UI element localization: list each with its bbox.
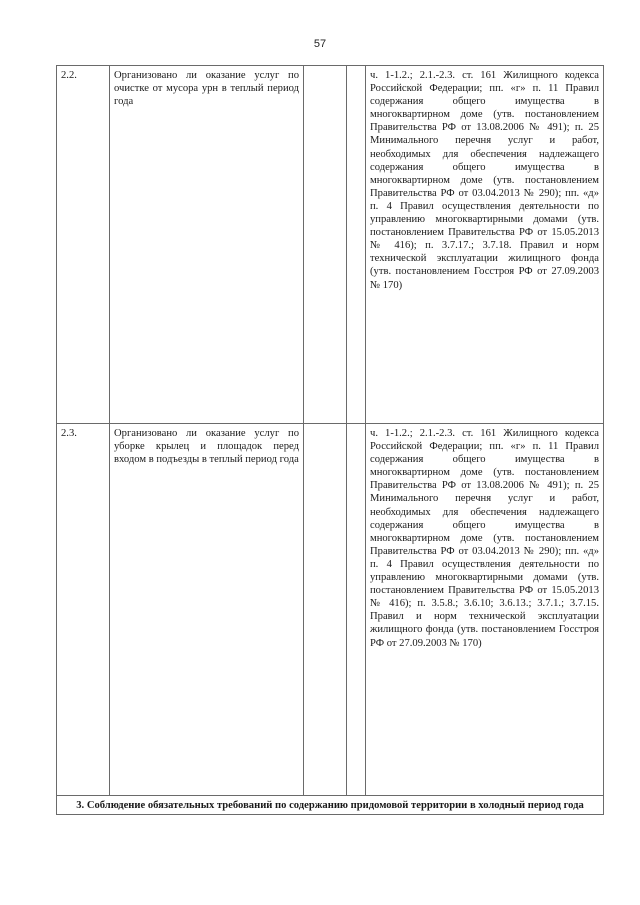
legal-basis-text: ч. 1-1.2.; 2.1.-2.3. ст. 161 Жилищного кодекса Российской Федерации; пп. «г» п. 11 Правил содержания общего имущества в многоквартирном доме (утв. постановлением Правительства РФ от 13.08.2006 № 491); п. 25 Минимального перечня услуг и работ, необходимых для обеспечения надлежащего содержания общего имущества в многоквартирном доме (утв. постановлением Правительства РФ от 03.04.2013 № 290); пп. «д» п. 4 Правил осуществления деятельности по управлению многоквартирными домами (утв. постановлением Правительства РФ от 15.05.2013 № 416); п. 3.7.17.; 3.7.18. Правил и норм технической эксплуатации жилищного фонда (утв. постановлением Госстроя РФ от 27.09.2003 № 170): [370, 70, 599, 291]
legal-basis-cell: [366, 424, 604, 796]
requirements-table: [56, 65, 604, 815]
page-number: 57: [313, 38, 327, 50]
question-cell: Организовано ли оказание услуг по уборке крылец и площадок перед входом в подъезды в теплый период года: [110, 424, 304, 796]
legal-basis-cell: [366, 66, 604, 424]
answer-cell: [347, 424, 366, 796]
answer-cell: [347, 66, 366, 424]
row-number: 2.3.: [57, 424, 110, 796]
table-row: [57, 424, 604, 796]
row-number: 2.2.: [57, 66, 110, 424]
section-heading: 3. Соблюдение обязательных требований по содержанию придомовой территории в холодный период года: [57, 796, 604, 815]
question-cell: Организовано ли оказание услуг по очистке от мусора урн в теплый период года: [110, 66, 304, 424]
answer-cell: [304, 66, 347, 424]
answer-cell: [304, 424, 347, 796]
table-row: [57, 66, 604, 424]
section-heading-row: [57, 796, 604, 815]
legal-basis-text: ч. 1-1.2.; 2.1.-2.3. ст. 161 Жилищного кодекса Российской Федерации; пп. «г» п. 11 Правил содержания общего имущества в многоквартирном доме (утв. постановлением Правительства РФ от 13.08.2006 № 491); п. 25 Минимального перечня услуг и работ, необходимых для обеспечения надлежащего содержания общего имущества в многоквартирном доме (утв. постановлением Правительства РФ от 03.04.2013 № 290); пп. «д» п. 4 Правил осуществления деятельности по управлению многоквартирными домами (утв. постановлением Правительства РФ от 15.05.2013 № 416); п. 3.5.8.; 3.6.10; 3.6.13.; 3.7.1.; 3.7.15. Правил и норм технической эксплуатации жилищного фонда (утв. постановлением Госстроя РФ от 27.09.2003 № 170): [370, 428, 599, 649]
